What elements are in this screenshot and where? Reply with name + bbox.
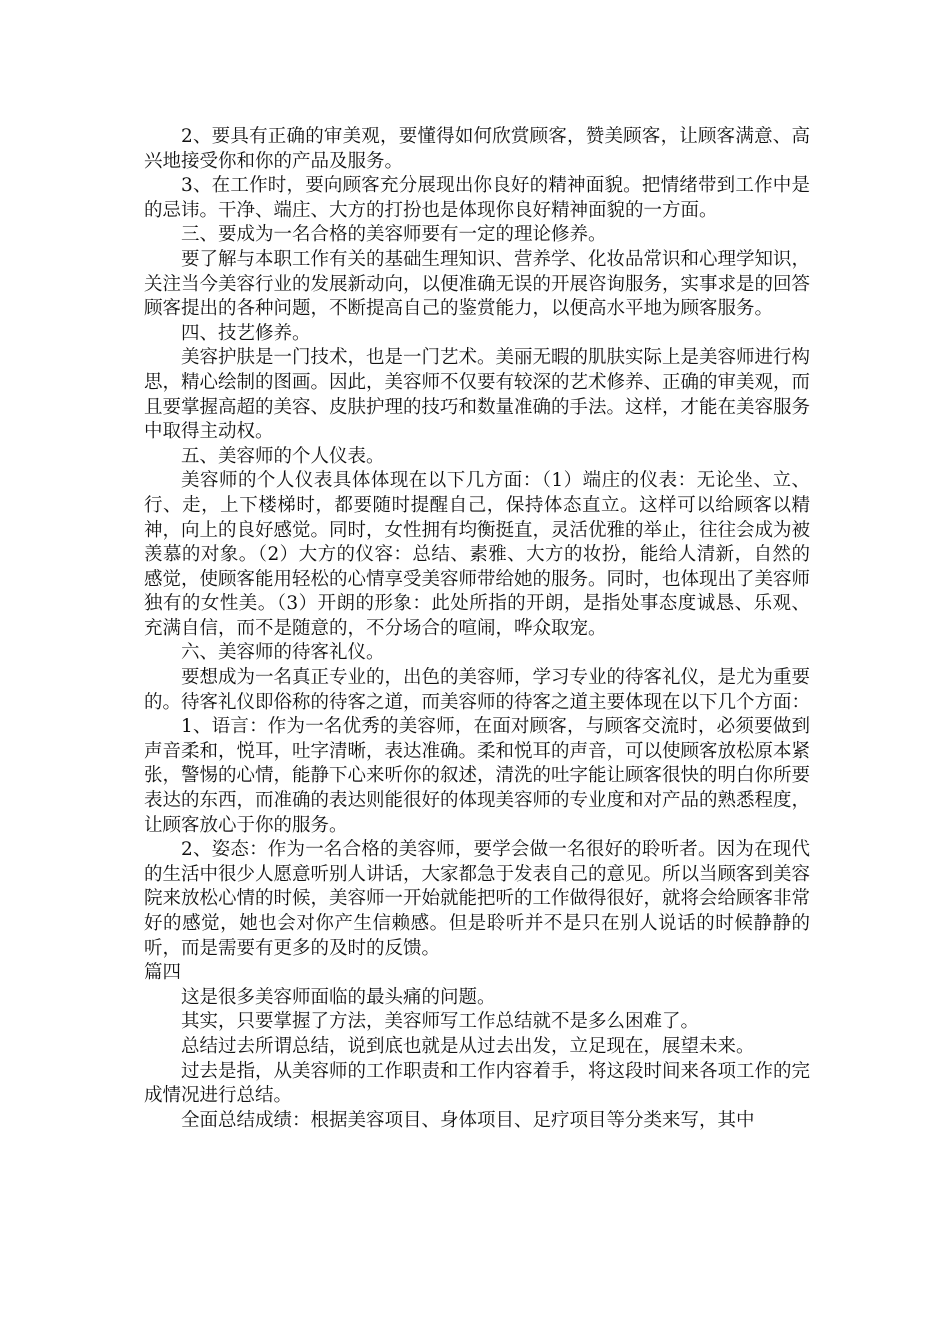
section-heading: 三、要成为一名合格的美容师要有一定的理论修养。 [181, 224, 607, 246]
paragraph: 1、语言：作为一名优秀的美容师，在面对顾客，与顾客交流时，必须要做到声音柔和，悦耳，吐字清晰，表达准确。柔和悦耳的声音，可以使顾客放松原本紧张，警惕的心情，能静下心来听你的叙述，清洗的吐字能让顾客很快的明白你所要表达的东西，而准确的表达则能很好的体现美容师的专业度和对产品的熟悉程度，让顾客放心于你的服务。 [144, 716, 811, 836]
paragraph: 3、在工作时，要向顾客充分展现出你良好的精神面貌。把情绪带到工作中是的忌讳。干净、端庄、大方的打扮也是体现你良好精神面貌的一方面。 [144, 175, 810, 221]
paragraph: 要了解与本职工作有关的基础生理知识、营养学、化妆品常识和心理学知识，关注当今美容行业的发展新动向，以便准确无误的开展咨询服务，实事求是的回答顾客提出的各种问题，不断提高自己的鉴赏能力，以便高水平地为顾客服务。 [144, 248, 811, 320]
paragraph: 其实，只要掌握了方法，美容师写工作总结就不是多么困难了。 [181, 1011, 700, 1033]
section-heading: 六、美容师的待客礼仪。 [181, 642, 385, 664]
paragraph: 过去是指，从美容师的工作职责和工作内容着手，将这段时间来各项工作的完成情况进行总结。 [144, 1060, 811, 1107]
paragraph: 要想成为一名真正专业的，出色的美容师，学习专业的待客礼仪，是尤为重要的。待客礼仪即俗称的待客之道，而美容师的待客之道主要体现在以下几个方面： [144, 667, 811, 713]
paragraph: 2、要具有正确的审美观，要懂得如何欣赏顾客，赞美顾客，让顾客满意、高兴地接受你和你的产品及服务。 [144, 126, 810, 172]
document-body [144, 125, 810, 1133]
paragraph: 美容护肤是一门技术，也是一门艺术。美丽无暇的肌肤实际上是美容师进行构思，精心绘制的图画。因此，美容师不仅要有较深的艺术修养、正确的审美观，而且要掌握高超的美容、皮肤护理的技巧和数量准确的手法。这样，才能在美容服务中取得主动权。 [144, 347, 811, 443]
paragraph: 这是很多美容师面临的最头痛的问题。 [181, 986, 496, 1008]
paragraph: 全面总结成绩：根据美容项目、身体项目、足疗项目等分类来写，其中 [181, 1109, 755, 1131]
paragraph: 总结过去所谓总结，说到底也就是从过去出发，立足现在，展望未来。 [181, 1035, 755, 1057]
chapter-heading: 篇四 [144, 962, 182, 984]
paragraph: 美容师的个人仪表具体体现在以下几方面：（1）端庄的仪表：无论坐、立、行、走，上下楼梯时，都要随时提醒自己，保持体态直立。这样可以给顾客以精神，向上的良好感觉。同时，女性拥有均衡挺直，灵活优雅的举止，往往会成为被羡慕的对象。（2）大方的仪容：总结、素雅、大方的妆扮，能给人清新，自然的感觉，使顾客能用轻松的心情享受美容师带给她的服务。同时，也体现出了美容师独有的女性美。（3）开朗的形象：此处所指的开朗，是指处事态度诚恳、乐观、充满自信，而不是随意的，不分场合的喧闹，哗众取宠。 [144, 470, 811, 639]
section-heading: 五、美容师的个人仪表。 [181, 445, 385, 467]
section-heading: 四、技艺修养。 [181, 322, 311, 344]
paragraph: 2、姿态：作为一名合格的美容师，要学会做一名很好的聆听者。因为在现代的生活中很少人愿意听别人讲话，大家都急于发表自己的意见。所以当顾客到美容院来放松心情的时候，美容师一开始就能把听的工作做得很好，就将会给顾客非常好的感觉，她也会对你产生信赖感。但是聆听并不是只在别人说话的时候静静的听，而是需要有更多的及时的反馈。 [144, 839, 811, 959]
